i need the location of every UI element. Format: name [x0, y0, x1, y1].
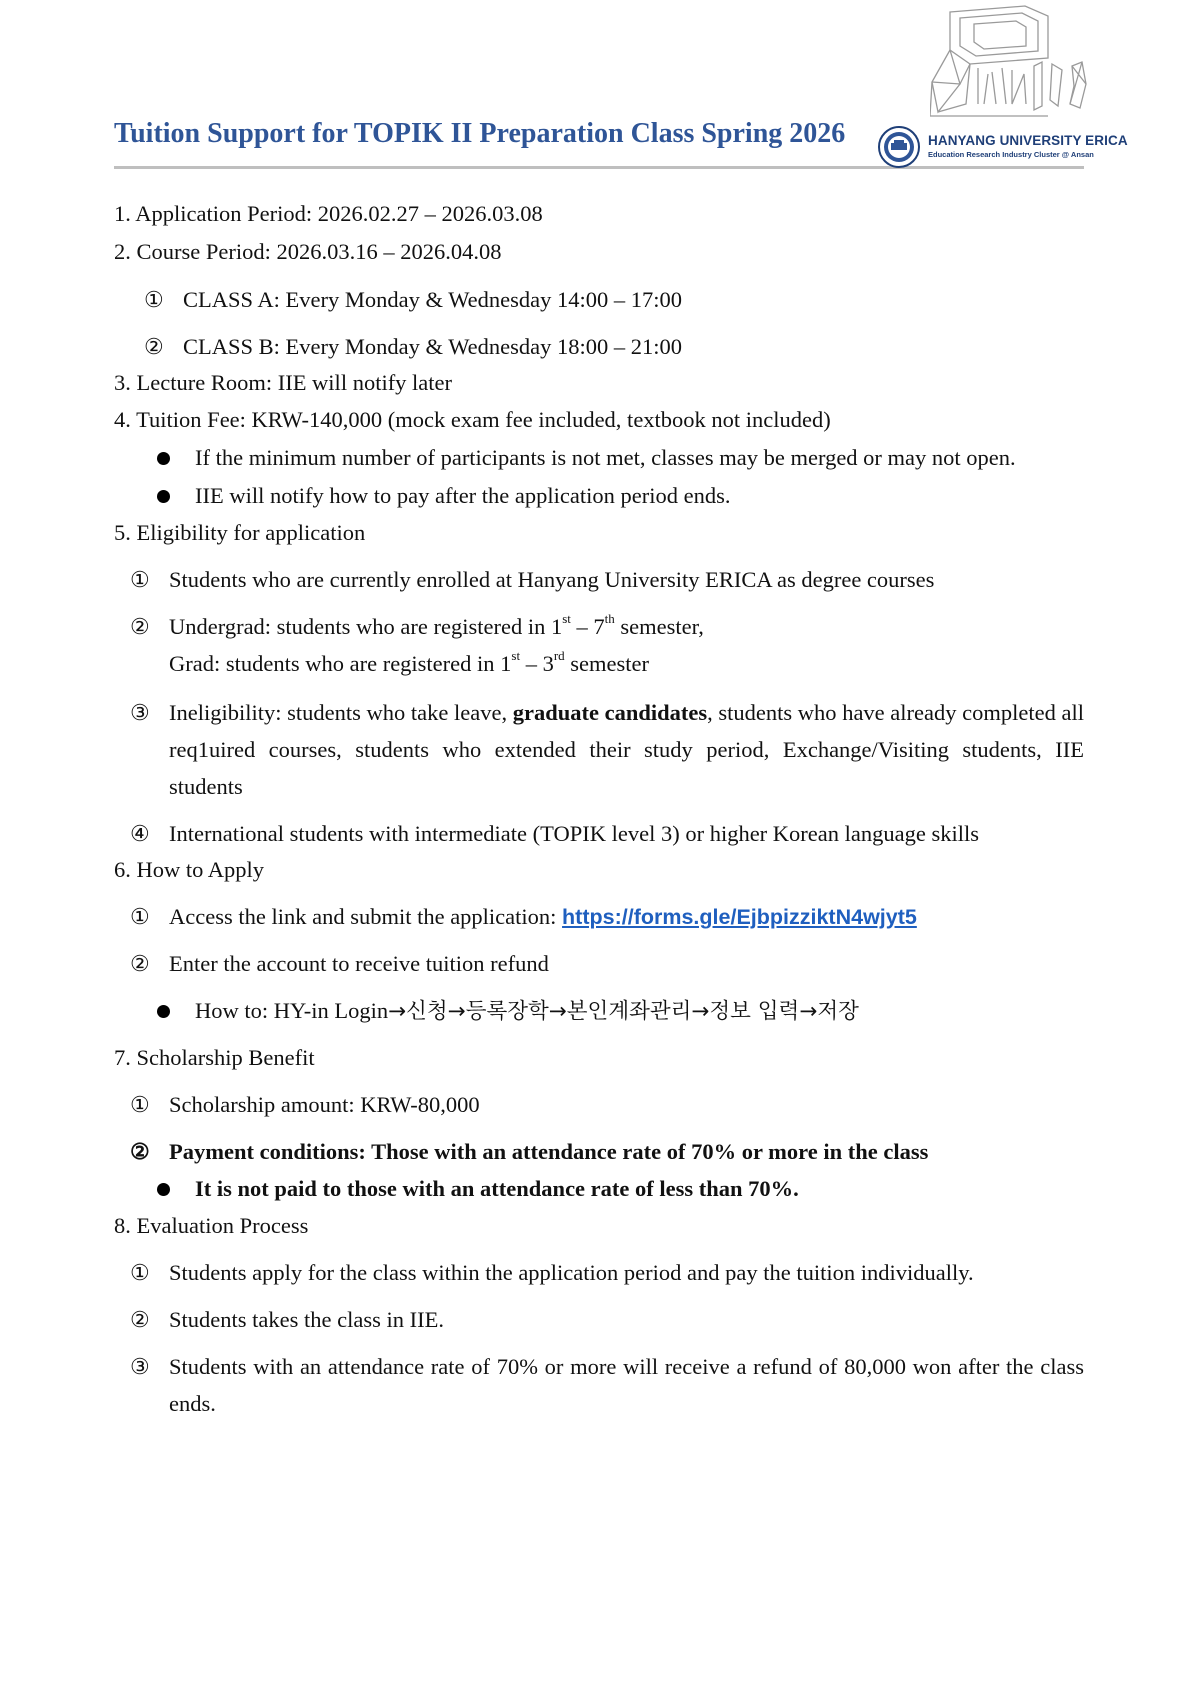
scholarship-amount: Scholarship amount: KRW-80,000: [169, 1092, 480, 1117]
application-form-link[interactable]: https://forms.gle/EjbpizziktN4wjyt5: [562, 905, 917, 929]
bullet-not-paid-note: It is not paid to those with an attendance rate of less than 70%.: [195, 1176, 799, 1201]
list-marker: ④: [130, 821, 150, 846]
campus-building-sketch-logo: [930, 4, 1090, 122]
list-marker: ①: [130, 1092, 150, 1117]
university-name: HANYANG UNIVERSITY ERICA: [928, 133, 1128, 148]
refund-account-instruction: Enter the account to receive tuition refund: [169, 951, 549, 976]
section-3-lecture-room: 3. Lecture Room: IIE will notify later: [114, 370, 453, 395]
bullet-icon: [157, 1005, 170, 1018]
class-a-schedule: CLASS A: Every Monday & Wednesday 14:00 – 17:00: [183, 287, 682, 312]
evaluation-step-class: Students takes the class in IIE.: [169, 1307, 444, 1332]
list-marker: ③: [130, 700, 150, 725]
class-b-schedule: CLASS B: Every Monday & Wednesday 18:00 – 21:00: [183, 334, 682, 359]
list-marker: ③: [130, 1354, 150, 1379]
section-8-evaluation-process: 8. Evaluation Process: [114, 1213, 309, 1238]
document-title: Tuition Support for TOPIK II Preparation Class Spring 2026: [114, 118, 846, 149]
list-marker: ①: [130, 567, 150, 592]
header-divider: [114, 166, 1084, 169]
evaluation-step-refund: Students with an attendance rate of 70% or more will receive a refund of 80,000 won after the class ends.: [169, 1354, 1084, 1416]
bullet-how-to-steps: How to: HY-in Login→신청→등록장학→본인계좌관리→정보 입력→저장: [195, 998, 859, 1024]
section-1-application-period: 1. Application Period: 2026.02.27 – 2026.03.08: [114, 201, 543, 226]
bullet-icon: [157, 490, 170, 503]
bullet-minimum-participants: If the minimum number of participants is not met, classes may be merged or may not open.: [195, 445, 1016, 470]
university-seal-icon: [878, 126, 920, 168]
university-tagline: Education Research Industry Cluster @ Ansan: [928, 150, 1094, 159]
payment-conditions: Payment conditions: Those with an attendance rate of 70% or more in the class: [169, 1139, 929, 1164]
bullet-icon: [157, 452, 170, 465]
section-5-eligibility: 5. Eligibility for application: [114, 520, 366, 545]
list-marker: ①: [130, 1260, 150, 1285]
apply-instruction: Access the link and submit the application: https://forms.gle/EjbpizziktN4wjyt5: [169, 904, 917, 929]
eligibility-korean-level: International students with intermediate (TOPIK level 3) or higher Korean language skills: [169, 821, 979, 846]
list-marker: ①: [130, 904, 150, 929]
eligibility-ineligibility: Ineligibility: students who take leave, graduate candidates, students who have already completed all req1uired courses, students who extended their study period, Exchange/Visiting students, IIE students: [169, 700, 1084, 799]
eligibility-grad: Grad: students who are registered in 1st – 3rd semester: [169, 647, 650, 676]
eligibility-enrolled: Students who are currently enrolled at Hanyang University ERICA as degree courses: [169, 567, 935, 592]
evaluation-step-apply: Students apply for the class within the application period and pay the tuition individually.: [169, 1260, 974, 1285]
bullet-icon: [157, 1183, 170, 1196]
section-2-course-period: 2. Course Period: 2026.03.16 – 2026.04.08: [114, 239, 502, 264]
list-marker: ②: [130, 1139, 150, 1164]
list-marker: ①: [144, 287, 164, 312]
list-marker: ②: [144, 334, 164, 359]
eligibility-undergrad: Undergrad: students who are registered in 1st – 7th semester,: [169, 610, 704, 639]
section-6-how-to-apply: 6. How to Apply: [114, 857, 265, 882]
list-marker: ②: [130, 614, 150, 639]
list-marker: ②: [130, 951, 150, 976]
section-7-scholarship-benefit: 7. Scholarship Benefit: [114, 1045, 315, 1070]
list-marker: ②: [130, 1307, 150, 1332]
bullet-payment-notice: IIE will notify how to pay after the application period ends.: [195, 483, 731, 508]
section-4-tuition-fee: 4. Tuition Fee: KRW-140,000 (mock exam fee included, textbook not included): [114, 407, 831, 432]
